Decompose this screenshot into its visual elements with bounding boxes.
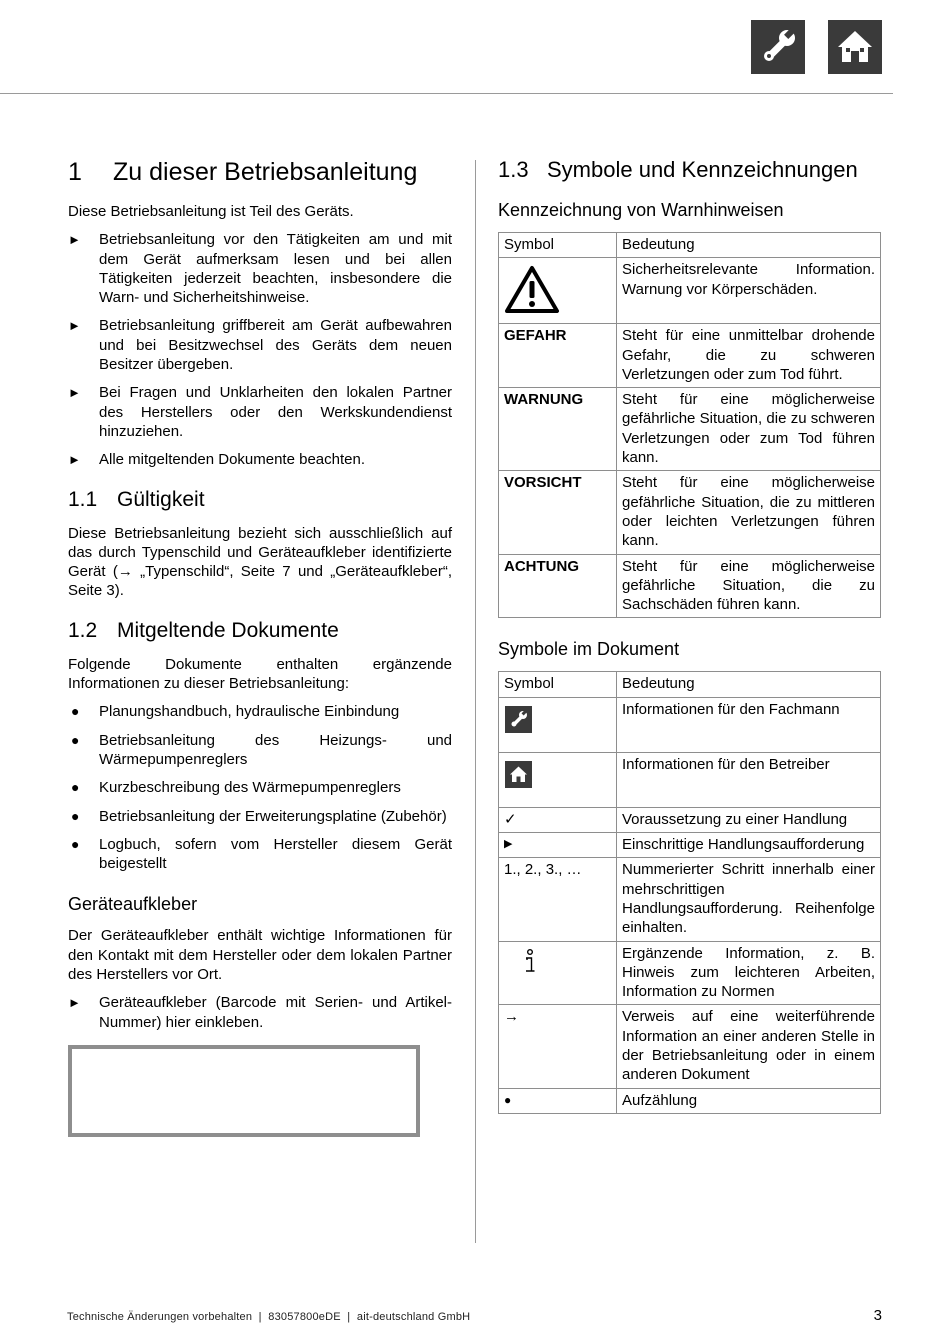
- header-divider: [0, 93, 893, 94]
- section-1-1-text: Diese Betriebsanleitung bezieht sich ausschließlich auf das durch Typenschild und Geräteaufkleber identifizierte Gerät (→ „Typenschild“, Seite 7 und „Geräteaufkleber“, Seite 3).: [68, 524, 452, 600]
- list-item: ► Alle mitgeltenden Dokumente beachten.: [68, 451, 366, 469]
- table-row: Ergänzende Information, z. B. Hinweis zum leichteren Arbeiten, Information zu Normen: [499, 941, 881, 1005]
- wrench-icon: [505, 706, 532, 733]
- document-symbols-heading: Symbole im Dokument: [498, 639, 680, 660]
- info-icon: [518, 947, 548, 977]
- table-row: ACHTUNG Steht für eine möglicherweise gefährliche Situation, die zu Sachschäden führen kann.: [499, 554, 881, 618]
- warning-marking-heading: Kennzeichnung von Warnhinweisen: [498, 200, 784, 220]
- section-1-intro: Diese Betriebsanleitung ist Teil des Geräts.: [68, 203, 354, 220]
- table-row: 1., 2., 3., … Nummerierter Schritt innerhalb einer mehrschrittigen Handlungsaufforderung. Reihenfolge einhalten.: [499, 858, 881, 941]
- list-item: ► Bei Fragen und Unklarheiten den lokalen Partner des Herstellers oder den Werkskundendienst hinzuziehen.: [68, 384, 452, 440]
- home-icon: [828, 20, 882, 74]
- section-1-1-heading: 1.1 Gültigkeit: [68, 487, 205, 511]
- sticker-bullets: [68, 993, 452, 1032]
- list-item: ► Betriebsanleitung vor den Tätigkeiten am und mit dem Gerät aufmerksam lesen und bei allen Tätigkeiten jederzeit beachten, insbesondere die Warn- und Sicherheitshinweise.: [68, 231, 452, 307]
- section-1-2-items: [68, 702, 452, 873]
- list-item: ● Kurzbeschreibung des Wärmepumpenreglers: [71, 779, 401, 797]
- table-row: Informationen für den Fachmann: [499, 697, 881, 752]
- list-item: ► Betriebsanleitung griffbereit am Gerät aufbewahren und bei Besitzwechsel des Geräts dem neuen Besitzer übergeben.: [68, 317, 452, 374]
- page-number: 3: [873, 1307, 882, 1324]
- home-icon: [505, 761, 532, 788]
- footer-text: Technische Änderungen vorbehalten | 83057800eDE | ait-deutschland GmbH: [67, 1311, 471, 1323]
- table-row: Sicherheitsrelevante Information. Warnung vor Körperschäden.: [499, 258, 881, 324]
- section-1-2-intro: Folgende Dokumente enthalten ergänzende Informationen zu dieser Betriebsanleitung:: [68, 655, 452, 693]
- list-item: ► Geräteaufkleber (Barcode mit Serien- und Artikel-Nummer) hier einkleben.: [68, 994, 452, 1031]
- section-1-heading: 1 Zu dieser Betriebsanleitung: [68, 158, 418, 186]
- table-row: Informationen für den Betreiber: [499, 752, 881, 807]
- table-header-row: Symbol Bedeutung: [499, 233, 881, 258]
- column-divider: [475, 160, 476, 1243]
- sticker-placeholder-box: [68, 1045, 420, 1137]
- document-symbols-table: [498, 671, 881, 1113]
- table-row: → Verweis auf eine weiterführende Information an einer anderen Stelle in der Betriebsanleitung oder in einem anderen Dokument: [499, 1005, 881, 1088]
- list-item: ● Logbuch, sofern vom Hersteller diesem Gerät beigestellt: [71, 835, 452, 873]
- table-row: GEFAHR Steht für eine unmittelbar drohende Gefahr, die zu schweren Verletzungen oder zum Tod führt.: [499, 324, 881, 388]
- warning-triangle-icon: [504, 264, 560, 314]
- table-header-row: Symbol Bedeutung: [499, 672, 881, 697]
- table-row: ✓ Voraussetzung zu einer Handlung: [499, 807, 881, 832]
- sticker-text: Der Geräteaufkleber enthält wichtige Informationen für den Kontakt mit dem Hersteller oder dem lokalen Partner des Herstellers vor Ort.: [68, 927, 452, 984]
- list-item: ● Planungshandbuch, hydraulische Einbindung: [71, 703, 400, 721]
- table-row: WARNUNG Steht für eine möglicherweise gefährliche Situation, die zu schweren Verletzungen oder zum Tod führen kann.: [499, 388, 881, 471]
- section-1-3-heading: 1.3 Symbole und Kennzeichnungen: [498, 157, 858, 182]
- section-1-2-heading: 1.2 Mitgeltende Dokumente: [68, 618, 339, 642]
- section-1-bullets: [68, 230, 452, 469]
- table-row: ▶ Einschrittige Handlungsaufforderung: [499, 833, 881, 858]
- table-row: VORSICHT Steht für eine möglicherweise gefährliche Situation, die zu mittleren oder leichten Verletzungen führen kann.: [499, 471, 881, 554]
- table-row: ● Aufzählung: [499, 1088, 881, 1113]
- sticker-heading: Geräteaufkleber: [68, 894, 198, 915]
- list-item: ● Betriebsanleitung der Erweiterungsplatine (Zubehör): [71, 807, 447, 825]
- right-column: [498, 156, 881, 1114]
- list-item: ● Betriebsanleitung des Heizungs- und Wärmepumpenreglers: [71, 731, 452, 768]
- wrench-icon: [751, 20, 805, 74]
- warning-table: [498, 232, 881, 618]
- left-column: [68, 156, 452, 1137]
